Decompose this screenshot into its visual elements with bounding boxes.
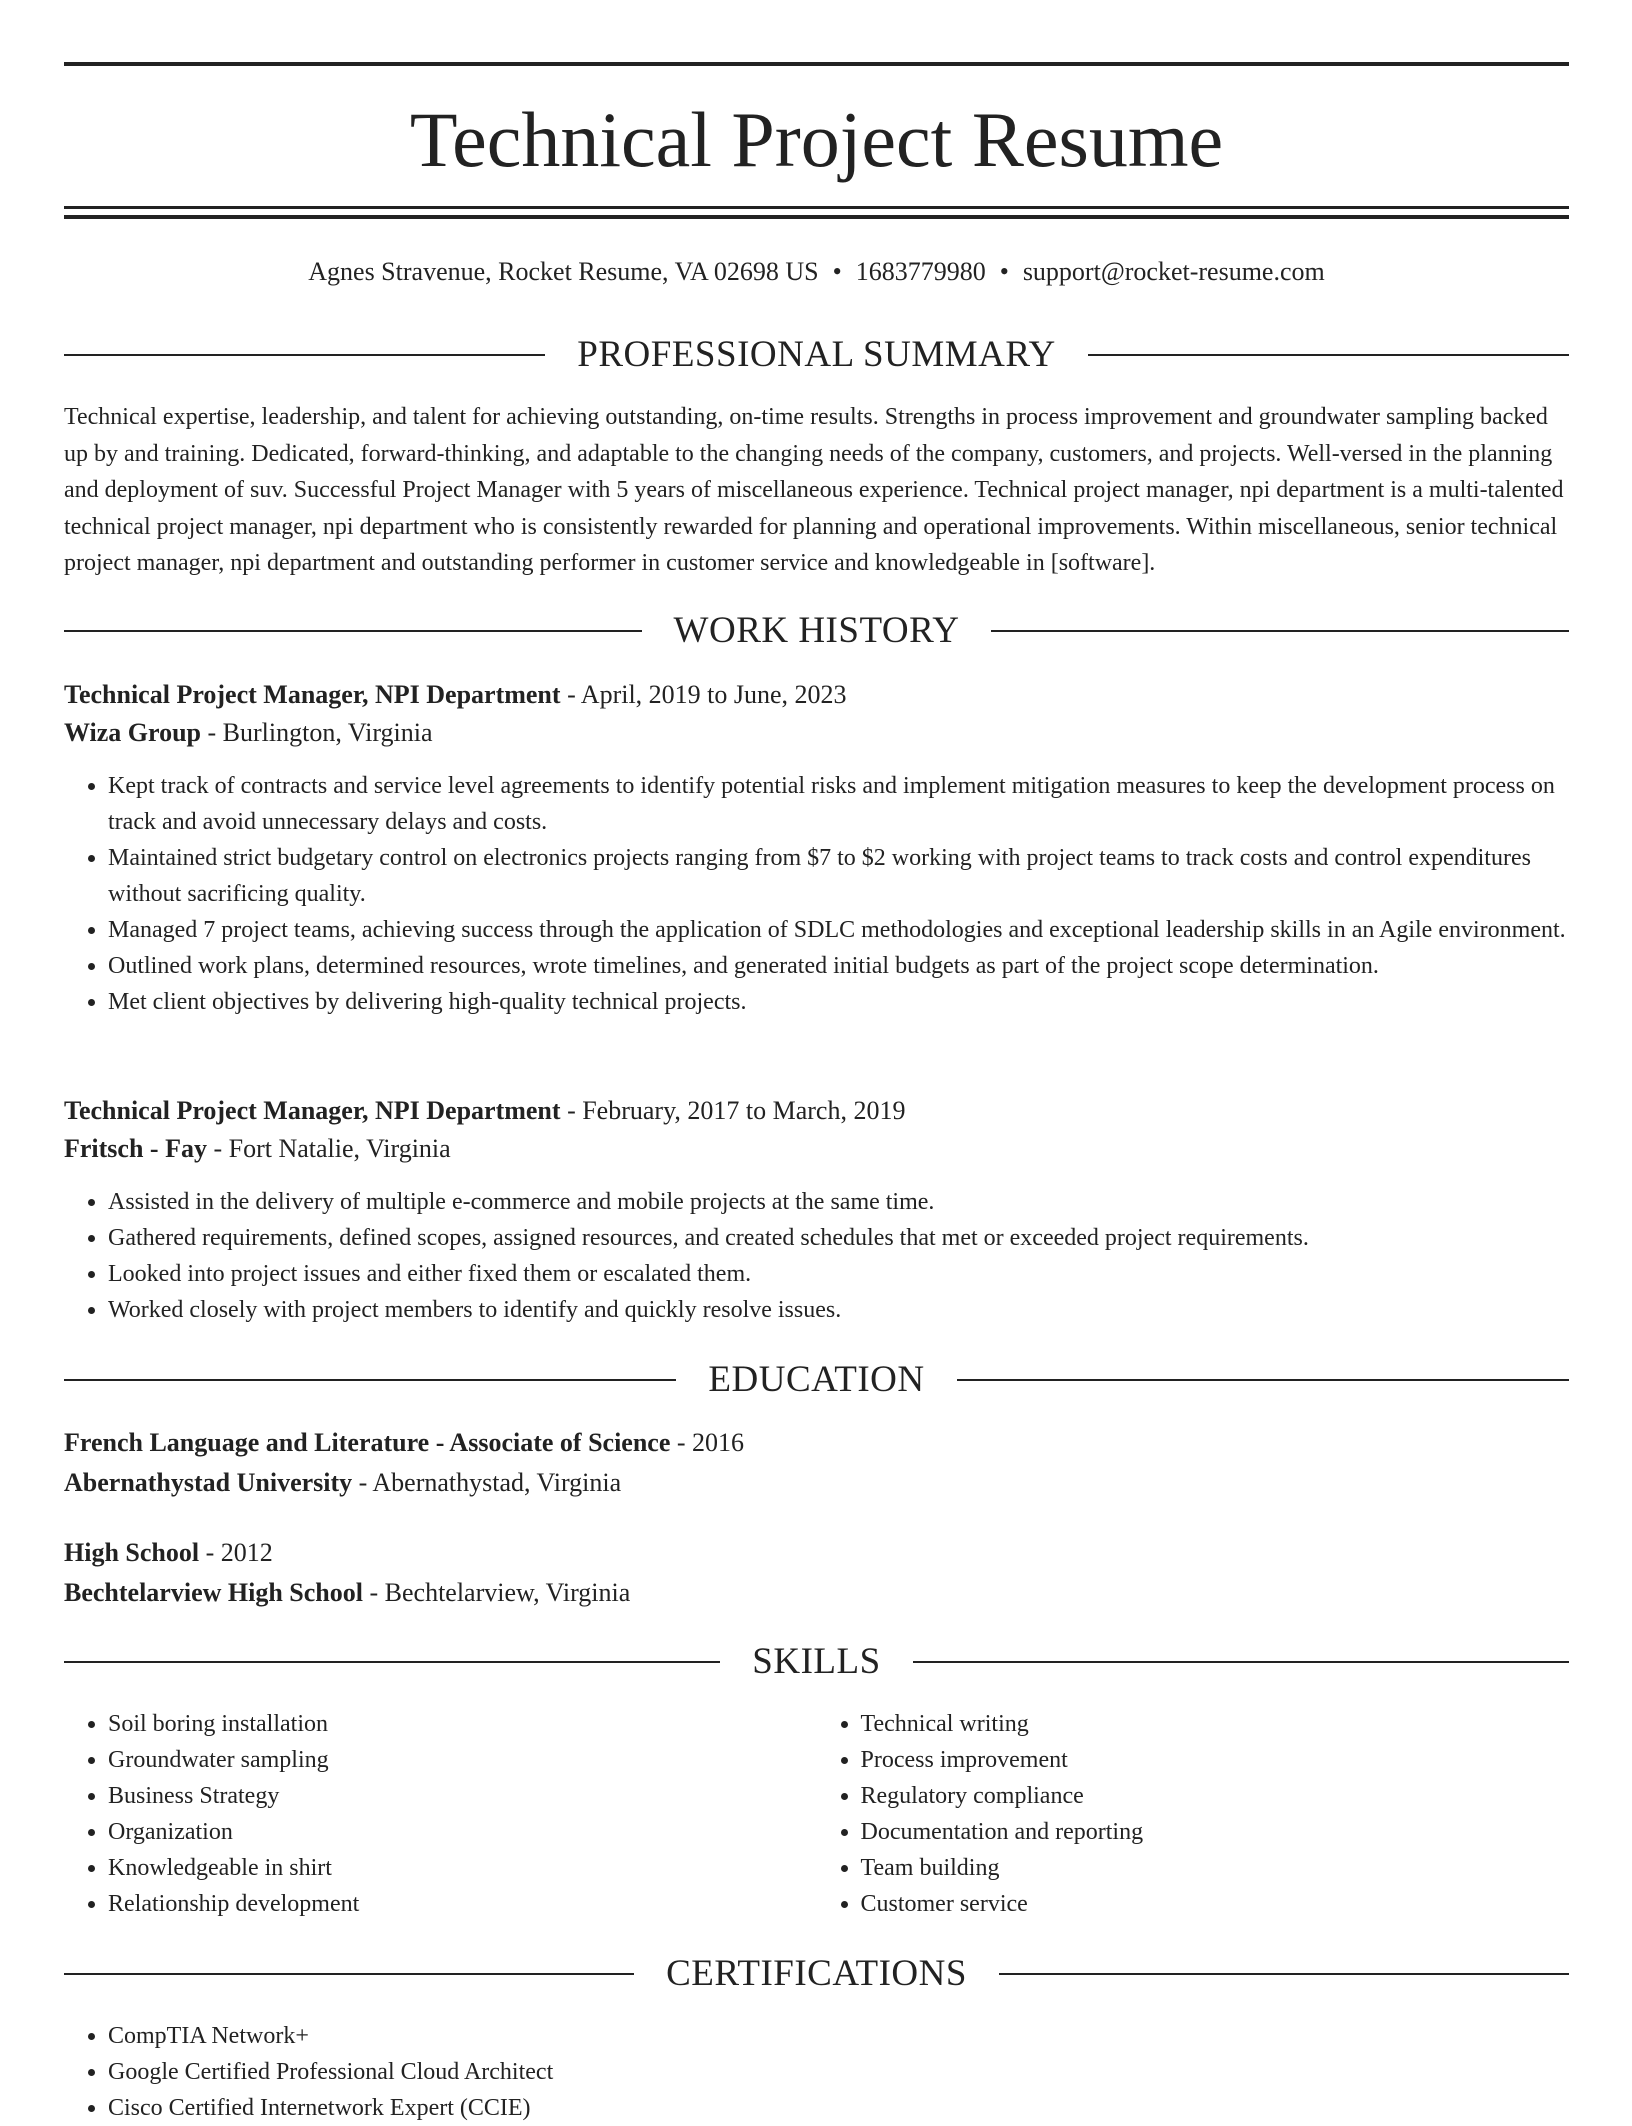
list-item: • Process improvement <box>861 1742 1570 1778</box>
heading-rule-left <box>64 1379 676 1381</box>
job-company-line <box>64 1130 1569 1168</box>
top-divider <box>64 62 1569 66</box>
resume-title: Technical Project Resume <box>409 96 1224 183</box>
job-company: Fritsch - Fay <box>64 1134 207 1163</box>
education-entry <box>64 1423 1569 1503</box>
skills-list-right <box>817 1706 1570 1922</box>
list-item: • Groundwater sampling <box>108 1742 817 1778</box>
certifications-block <box>64 2018 1569 2126</box>
list-item: • Looked into project issues and either fixed them or escalated them. <box>108 1256 1569 1292</box>
job-dates: - February, 2017 to March, 2019 <box>560 1096 906 1125</box>
summary-section-heading <box>64 331 1569 379</box>
list-item: • Team building <box>861 1850 1570 1886</box>
heading-rule-right <box>913 1661 1569 1663</box>
degree-name: High School <box>64 1538 200 1567</box>
heading-rule-right <box>999 1973 1569 1975</box>
list-item: • Cisco Certified Internetwork Expert (CCIE) <box>108 2090 1569 2126</box>
certifications-heading-label: CERTIFICATIONS <box>666 1953 967 1994</box>
work-section-heading <box>64 607 1569 655</box>
degree-line <box>64 1423 1569 1463</box>
list-item: • CompTIA Network+ <box>108 2018 1569 2054</box>
job-duties-list <box>64 1184 1569 1328</box>
heading-rule-right <box>957 1379 1569 1381</box>
list-item: • Soil boring installation <box>108 1706 817 1742</box>
heading-rule-right <box>1088 354 1569 356</box>
list-item: • Documentation and reporting <box>861 1814 1570 1850</box>
skills-grid <box>64 1706 1569 1922</box>
list-item: • Organization <box>108 1814 817 1850</box>
list-item: • Knowledgeable in shirt <box>108 1850 817 1886</box>
list-item: • Customer service <box>861 1886 1570 1922</box>
contact-separator: • <box>999 257 1009 286</box>
heading-rule-right <box>991 630 1569 632</box>
skills-heading-label: SKILLS <box>752 1641 881 1682</box>
list-item: • Maintained strict budgetary control on electronics projects ranging from $7 to $2 working with project teams to track costs and control expenditures without sacrificing quality. <box>108 840 1569 912</box>
list-item: • Google Certified Professional Cloud Architect <box>108 2054 1569 2090</box>
contact-line <box>64 254 1569 290</box>
list-item: • Business Strategy <box>108 1778 817 1814</box>
job-company: Wiza Group <box>64 718 202 747</box>
summary-heading-label: PROFESSIONAL SUMMARY <box>577 334 1056 375</box>
list-item: • Kept track of contracts and service level agreements to identify potential risks and implement mitigation measures to keep the development process on track and avoid unnecessary delays and costs. <box>108 768 1569 840</box>
summary-text: Technical expertise, leadership, and talent for achieving outstanding, on-time results. Strengths in process improvement and groundwater sampling backed up by and training. Dedicated, forward-thinking, and adaptable to the changing needs of the company, customers, and projects. Well-versed in the planning and deployment of suv. Successful Project Manager with 5 years of miscellaneous experience. Technical project manager, npi department is a multi-talented technical project manager, npi department who is consistently rewarded for planning and operational improvements. Within miscellaneous, senior technical project manager, npi department and outstanding performer in customer service and knowledgeable in [software]. <box>64 404 1564 576</box>
heading-rule-left <box>64 1973 634 1975</box>
job-location: - Fort Natalie, Virginia <box>206 1134 451 1163</box>
certifications-list <box>64 2018 1569 2126</box>
job-entry <box>64 1092 1569 1328</box>
job-location: - Burlington, Virginia <box>201 718 433 747</box>
school-name: Abernathystad University <box>64 1468 353 1497</box>
heading-rule-left <box>64 1661 720 1663</box>
school-location: - Bechtelarview, Virginia <box>362 1578 631 1607</box>
education-heading-label: EDUCATION <box>708 1359 925 1400</box>
degree-line <box>64 1533 1569 1573</box>
list-item: • Assisted in the delivery of multiple e-commerce and mobile projects at the same time. <box>108 1184 1569 1220</box>
list-item: • Met client objectives by delivering high-quality technical projects. <box>108 984 1569 1020</box>
job-dates: - April, 2019 to June, 2023 <box>560 680 847 709</box>
contact-separator: • <box>832 257 842 286</box>
job-entry <box>64 676 1569 1020</box>
job-company-line <box>64 714 1569 752</box>
skills-list-left <box>64 1706 817 1922</box>
title-double-divider <box>64 206 1569 219</box>
job-title: Technical Project Manager, NPI Department <box>64 1096 561 1125</box>
school-name: Bechtelarview High School <box>64 1578 363 1607</box>
school-location: - Abernathystad, Virginia <box>352 1468 622 1497</box>
contact-address: Agnes Stravenue, Rocket Resume, VA 02698 US <box>308 257 819 286</box>
degree-name: French Language and Literature - Associate of Science <box>64 1428 671 1457</box>
school-line <box>64 1463 1569 1503</box>
list-item: • Technical writing <box>861 1706 1570 1742</box>
degree-year: - 2016 <box>670 1428 745 1457</box>
education-section-heading <box>64 1356 1569 1404</box>
contact-email: support@rocket-resume.com <box>1022 257 1325 286</box>
degree-year: - 2012 <box>199 1538 273 1567</box>
list-item: • Gathered requirements, defined scopes, assigned resources, and created schedules that met or exceeded project requirements. <box>108 1220 1569 1256</box>
list-item: • Regulatory compliance <box>861 1778 1570 1814</box>
school-line <box>64 1573 1569 1613</box>
list-item: • Managed 7 project teams, achieving success through the application of SDLC methodologies and exceptional leadership skills in an Agile environment. <box>108 912 1569 948</box>
job-duties-list <box>64 768 1569 1020</box>
skills-section-heading <box>64 1638 1569 1686</box>
job-title: Technical Project Manager, NPI Department <box>64 680 561 709</box>
list-item: • Outlined work plans, determined resources, wrote timelines, and generated initial budgets as part of the project scope determination. <box>108 948 1569 984</box>
list-item: • Worked closely with project members to identify and quickly resolve issues. <box>108 1292 1569 1328</box>
contact-phone: 1683779980 <box>855 257 986 286</box>
job-title-line <box>64 676 1569 714</box>
certifications-section-heading <box>64 1950 1569 1998</box>
job-title-line <box>64 1092 1569 1130</box>
work-heading-label: WORK HISTORY <box>673 610 960 651</box>
education-entry <box>64 1533 1569 1613</box>
heading-rule-left <box>64 354 545 356</box>
heading-rule-left <box>64 630 642 632</box>
list-item: • Relationship development <box>108 1886 817 1922</box>
